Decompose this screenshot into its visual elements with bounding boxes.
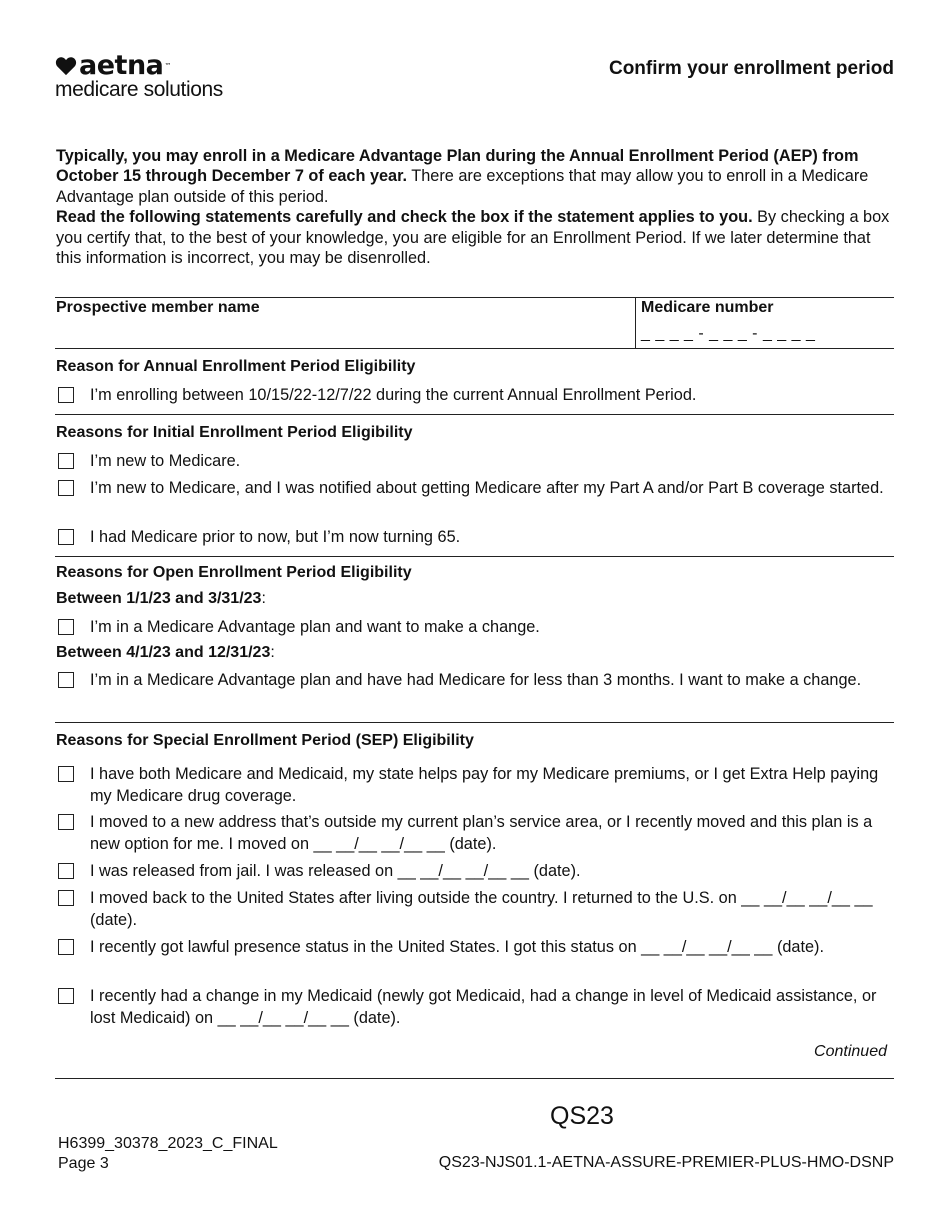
sep-option-1 <box>56 763 894 807</box>
sep-option-text: I recently got lawful presence status in the United States. I got this status on __ __/__ __/__ __ (date). <box>90 938 824 956</box>
logo-subtitle: medicare solutions <box>55 78 223 101</box>
oep-option-text: I’m in a Medicare Advantage plan and want to make a change. <box>90 618 540 636</box>
divider-vertical <box>635 297 636 348</box>
oep-option-2 <box>56 669 894 691</box>
aep-heading: Reason for Annual Enrollment Period Eligibility <box>56 358 416 375</box>
continued-label: Continued <box>814 1043 887 1060</box>
medicare-number-field[interactable]: _ _ _ _ - _ _ _ - _ _ _ _ <box>641 325 816 342</box>
divider <box>55 414 894 415</box>
divider <box>55 348 894 349</box>
iep-option-text: I’m new to Medicare, and I was notified about getting Medicare after my Part A and/or Part B coverage started. <box>90 479 884 497</box>
checkbox[interactable] <box>58 814 74 830</box>
sep-option-text: I have both Medicare and Medicaid, my state helps pay for my Medicare premiums, or I get Extra Help paying my Medicare drug coverage. <box>90 765 879 805</box>
checkbox[interactable] <box>58 890 74 906</box>
oep-sub2-label: Between 4/1/23 and 12/31/23 <box>56 644 271 661</box>
oep-heading: Reasons for Open Enrollment Period Eligibility <box>56 564 412 581</box>
page-number: Page 3 <box>58 1155 109 1172</box>
intro-p2-bold: Read the following statements carefully and check the box if the statement applies to you. <box>56 208 753 227</box>
iep-option-text: I had Medicare prior to now, but I’m now turning 65. <box>90 528 461 546</box>
checkbox[interactable] <box>58 766 74 782</box>
trademark-mark: ™ <box>164 62 171 70</box>
sep-option-text: I was released from jail. I was released on __ __/__ __/__ __ (date). <box>90 862 581 880</box>
checkbox[interactable] <box>58 387 74 403</box>
sep-option-text: I moved back to the United States after living outside the country. I returned to the U.S. on __ __/__ __/__ __ (date). <box>90 889 873 929</box>
colon: : <box>261 590 266 607</box>
aetna-logo <box>55 52 223 101</box>
checkbox[interactable] <box>58 988 74 1004</box>
intro-p1-bold: Typically, you may enroll in a Medicare Advantage Plan during the Annual Enrollment Period (AEP) from October 15 through December 7 of each year. <box>56 147 859 186</box>
sep-option-text: I recently had a change in my Medicaid (newly got Medicaid, had a change in level of Medicaid assistance, or lost Medicaid) on __ __/__ __/__ __ (date). <box>90 987 877 1027</box>
divider <box>55 297 894 298</box>
sep-heading: Reasons for Special Enrollment Period (SEP) Eligibility <box>56 732 474 749</box>
page-title: Confirm your enrollment period <box>608 58 894 79</box>
checkbox[interactable] <box>58 863 74 879</box>
heart-icon <box>55 56 77 76</box>
checkbox[interactable] <box>58 529 74 545</box>
checkbox[interactable] <box>58 453 74 469</box>
member-name-field[interactable]: Prospective member name <box>56 299 260 316</box>
sep-option-5 <box>56 936 894 958</box>
logo-brand: aetna <box>79 50 164 81</box>
form-id-block <box>58 1134 278 1174</box>
iep-option-2 <box>56 477 894 499</box>
oep-subheading-1 <box>56 590 266 608</box>
divider <box>55 1078 894 1079</box>
iep-option-text: I’m new to Medicare. <box>90 452 241 470</box>
plan-id: QS23-NJS01.1-AETNA-ASSURE-PREMIER-PLUS-HMO-DSNP <box>438 1154 894 1171</box>
iep-option-1 <box>56 450 894 472</box>
oep-option-text: I’m in a Medicare Advantage plan and have had Medicare for less than 3 months. I want to make a change. <box>90 671 862 689</box>
colon: : <box>270 644 275 661</box>
sep-option-2 <box>56 811 894 855</box>
qs-code: QS23 <box>550 1102 614 1130</box>
checkbox[interactable] <box>58 939 74 955</box>
intro-p1-rest: There are exceptions that may allow you to enroll in a Medicare Advantage plan outside of this period. <box>56 167 869 206</box>
checkbox[interactable] <box>58 480 74 496</box>
aep-option <box>56 384 894 406</box>
intro-p2-rest: By checking a box you certify that, to the best of your knowledge, you are eligible for an Enrollment Period. If we later determine that this information is incorrect, you may be disenrolled. <box>56 208 890 268</box>
sep-option-6 <box>56 985 894 1029</box>
aep-option-text: I’m enrolling between 10/15/22-12/7/22 during the current Annual Enrollment Period. <box>90 386 697 404</box>
divider <box>55 722 894 723</box>
intro-text <box>56 146 894 268</box>
sep-option-text: I moved to a new address that’s outside my current plan’s service area, or I recently moved and this plan is a new option for me. I moved on __ __/__ __/__ __ (date). <box>90 813 873 853</box>
sep-option-4 <box>56 887 894 931</box>
iep-heading: Reasons for Initial Enrollment Period Eligibility <box>56 424 413 441</box>
oep-option-1 <box>56 616 894 638</box>
sep-option-3 <box>56 860 894 882</box>
iep-option-3 <box>56 526 894 548</box>
medicare-number-label: Medicare number <box>641 299 774 316</box>
oep-sub1-label: Between 1/1/23 and 3/31/23 <box>56 590 262 607</box>
form-id: H6399_30378_2023_C_FINAL <box>58 1135 278 1152</box>
checkbox[interactable] <box>58 619 74 635</box>
oep-subheading-2 <box>56 644 275 662</box>
divider <box>55 556 894 557</box>
checkbox[interactable] <box>58 672 74 688</box>
